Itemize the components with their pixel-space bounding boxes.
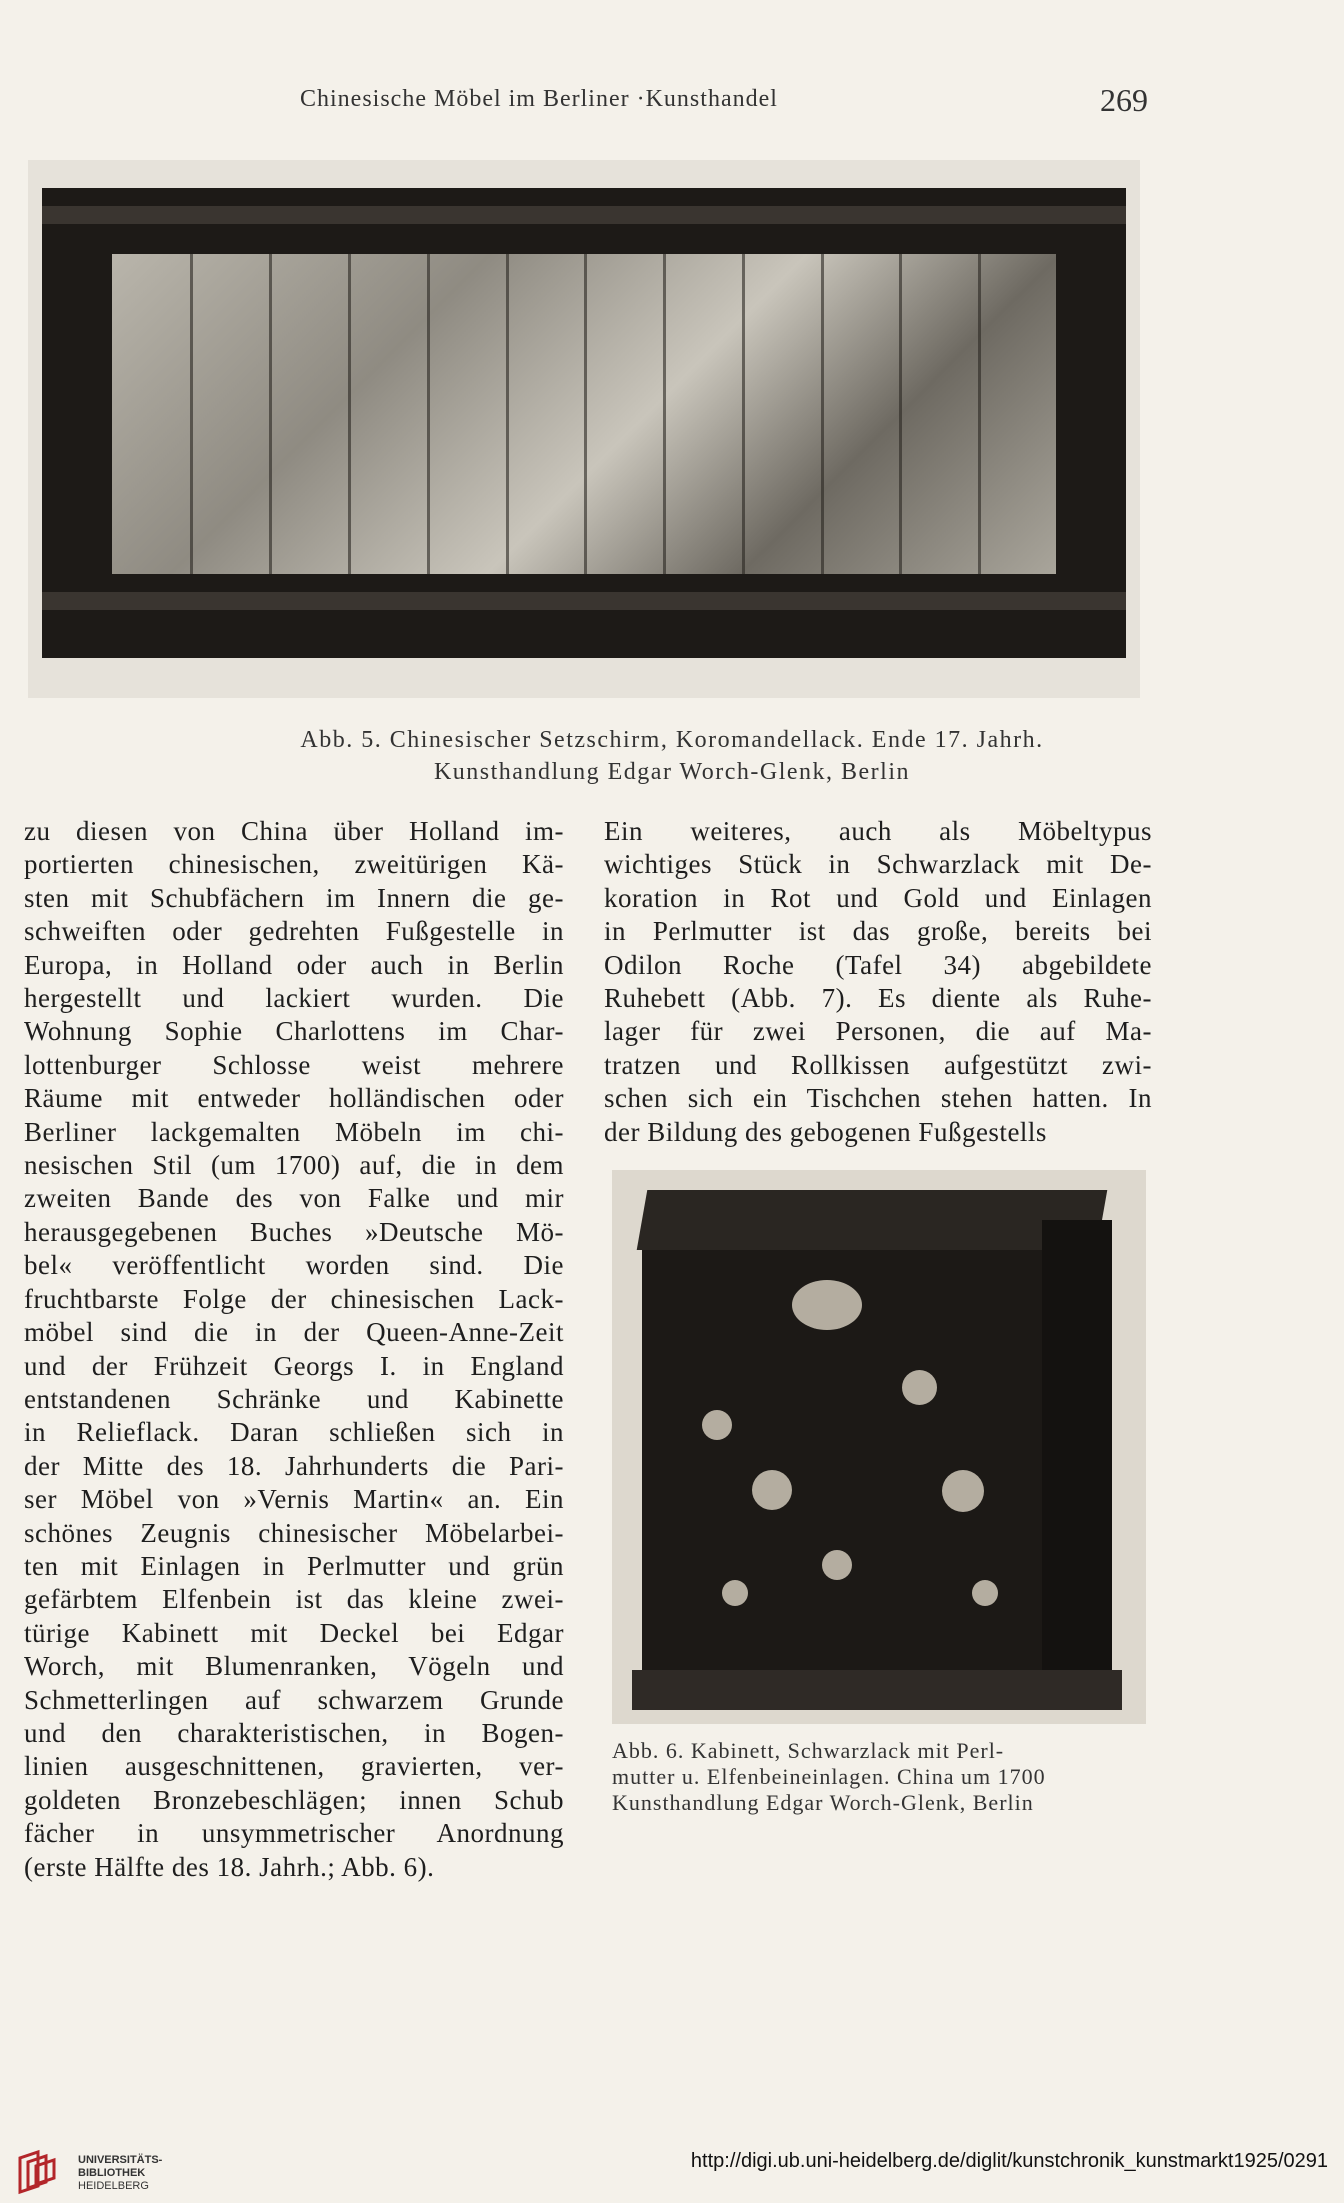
right-column-line: tratzen und Rollkissen aufgestützt zwi-	[604, 1049, 1152, 1080]
left-column-line: bel« veröffentlicht worden sind. Die	[24, 1250, 564, 1281]
screen-frame	[42, 188, 1126, 658]
logo-line-3: HEIDELBERG	[78, 2180, 149, 2192]
logo-line-2: BIBLIOTHEK	[78, 2167, 146, 2179]
left-column-line: entstandenen Schränke und Kabinette	[24, 1383, 564, 1414]
left-column-line: in Relieflack. Daran schließen sich in	[24, 1417, 564, 1448]
left-column-line: zweiten Bande des von Falke und mir	[24, 1183, 564, 1214]
library-logo-icon	[16, 2148, 72, 2196]
left-column-line: schönes Zeugnis chinesischer Möbelarbei-	[24, 1517, 564, 1548]
screen-bottom-band	[42, 592, 1126, 610]
right-column-line: schen sich ein Tischchen stehen hatten. In	[604, 1083, 1152, 1114]
figure-6-caption-line-1: Abb. 6. Kabinett, Schwarzlack mit Perl-	[612, 1738, 1005, 1763]
left-column-line: portierten chinesischen, zweitürigen Kä-	[24, 849, 564, 880]
right-column-line: in Perlmutter ist das große, bereits bei	[604, 916, 1152, 947]
left-column-line: der Mitte des 18. Jahrhunderts die Pari-	[24, 1450, 564, 1481]
left-column-line: sten mit Schubfächern im Innern die ge-	[24, 882, 564, 913]
cabinet-lid	[637, 1190, 1108, 1250]
right-column-line: Ein weiteres, auch als Möbeltypus	[604, 816, 1152, 846]
figure-6-caption-line-3: Kunsthandlung Edgar Worch-Glenk, Berlin	[612, 1790, 1034, 1815]
left-column-line: hergestellt und lackiert wurden. Die	[24, 983, 564, 1014]
figure-6-caption-line-2: mutter u. Elfenbeineinlagen. China um 1700	[612, 1764, 1046, 1789]
figure-5-coromandel-screen-image	[28, 160, 1140, 698]
running-head	[0, 82, 1344, 126]
left-column-line: linien ausgeschnittenen, gravierten, ver-	[24, 1751, 564, 1782]
right-column-line: wichtiges Stück in Schwarzlack mit De-	[604, 849, 1152, 880]
running-head-title: Chinesische Möbel im Berliner ·Kunsthandel	[300, 86, 778, 112]
left-column-line: Räume mit entweder holländischen oder	[24, 1083, 564, 1114]
left-column-line: nesischen Stil (um 1700) auf, die in dem	[24, 1150, 564, 1181]
left-column-line: Schmetterlingen auf schwarzem Grunde	[24, 1684, 564, 1715]
left-column-line: und den charakteristischen, in Bogen-	[24, 1717, 564, 1748]
left-column-line: gefärbtem Elfenbein ist das kleine zwei-	[24, 1584, 564, 1615]
figure-6-cabinet-image	[612, 1170, 1146, 1724]
left-column-line: goldeten Bronzebeschlägen; innen Schub	[24, 1784, 564, 1815]
screen-landscape-panels	[112, 254, 1056, 574]
page-number: 269	[1100, 82, 1148, 118]
left-column-line: fächer in unsymmetrischer Anordnung	[24, 1818, 564, 1849]
left-text-column	[24, 815, 564, 1884]
right-column-line: koration in Rot und Gold und Einlagen	[604, 882, 1152, 913]
left-column-line: und der Frühzeit Georgs I. in England	[24, 1350, 564, 1381]
cabinet-side	[1042, 1220, 1112, 1670]
left-column-line: (erste Hälfte des 18. Jahrh.; Abb. 6).	[24, 1851, 435, 1882]
left-column-line: fruchtbarste Folge der chinesischen Lack-	[24, 1283, 564, 1314]
right-text-column	[604, 815, 1152, 1149]
left-column-line: möbel sind die in der Queen-Anne-Zeit	[24, 1317, 564, 1348]
left-column-line: türige Kabinett mit Deckel bei Edgar	[24, 1617, 564, 1648]
cabinet-plinth	[632, 1670, 1122, 1710]
right-column-line: der Bildung des gebogenen Fußgestells	[604, 1116, 1047, 1147]
logo-line-1: UNIVERSITÄTS-	[78, 2154, 163, 2166]
left-column-line: lottenburger Schlosse weist mehrere	[24, 1049, 564, 1080]
left-column-line: herausgegebenen Buches »Deutsche Mö-	[24, 1216, 564, 1247]
screen-top-band	[42, 206, 1126, 224]
cabinet-front	[642, 1250, 1042, 1670]
library-logo-text	[78, 2154, 218, 2193]
left-column-line: ten mit Einlagen in Perlmutter und grün	[24, 1550, 564, 1581]
right-column-line: lager für zwei Personen, die auf Ma-	[604, 1016, 1152, 1047]
left-column-line: schweiften oder gedrehten Fußgestelle in	[24, 916, 564, 947]
source-url[interactable]: http://digi.ub.uni-heidelberg.de/diglit/kunstchronik_kunstmarkt1925/0291	[690, 2150, 1328, 2172]
right-column-line: Odilon Roche (Tafel 34) abgebildete	[604, 949, 1152, 980]
figure-5-caption-line-1: Abb. 5. Chinesischer Setzschirm, Koromandellack. Ende 17. Jahrh.	[300, 727, 1044, 753]
figure-5-caption-line-2: Kunsthandlung Edgar Worch-Glenk, Berlin	[433, 759, 911, 785]
right-column-line: Ruhebett (Abb. 7). Es diente als Ruhe-	[604, 983, 1152, 1014]
figure-5-caption	[0, 724, 1344, 788]
left-column-line: Berliner lackgemalten Möbeln im chi-	[24, 1116, 564, 1147]
left-column-line: ser Möbel von »Vernis Martin« an. Ein	[24, 1484, 564, 1515]
left-column-line: Worch, mit Blumenranken, Vögeln und	[24, 1651, 564, 1682]
figure-6-caption	[612, 1738, 1152, 1816]
left-column-line: Wohnung Sophie Charlottens im Char-	[24, 1016, 564, 1047]
left-column-line: Europa, in Holland oder auch in Berlin	[24, 949, 564, 980]
left-column-line: zu diesen von China über Holland im-	[24, 816, 564, 846]
